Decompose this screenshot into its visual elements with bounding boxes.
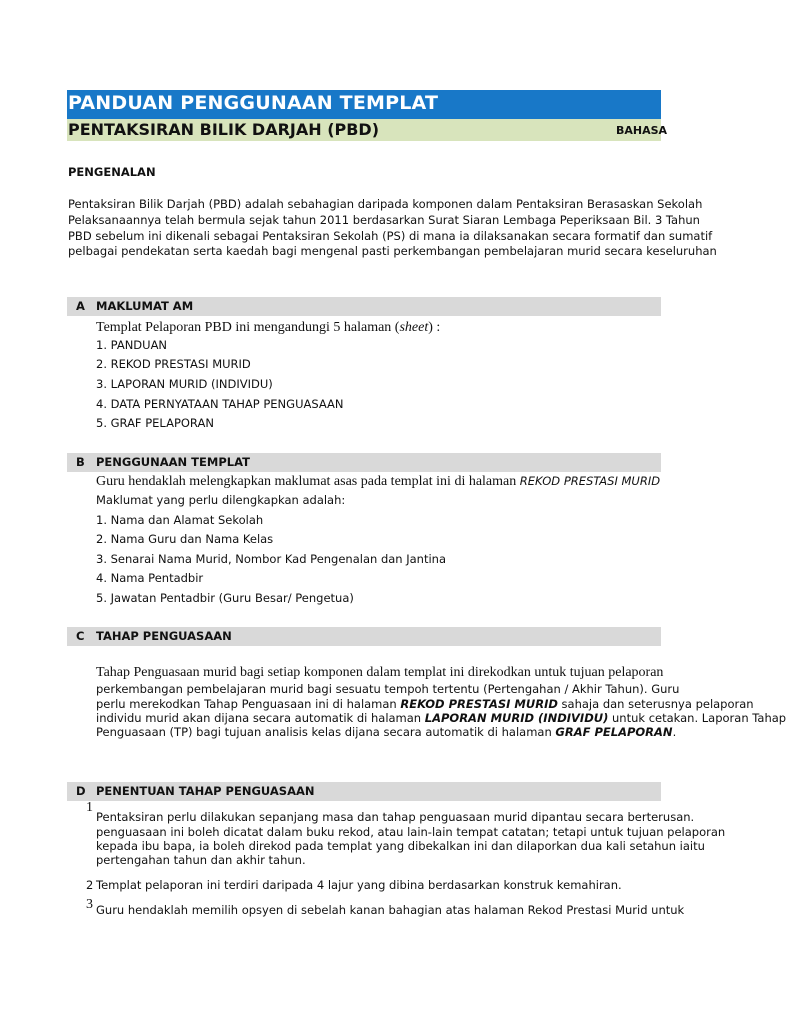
section-d-title: PENENTUAN TAHAP PENGUASAAN (96, 784, 315, 798)
section-b-lead (96, 474, 660, 490)
section-c-line (96, 725, 676, 739)
page-title: PANDUAN PENGGUNAAN TEMPLAT (68, 92, 439, 114)
intro-line: Pelaksanaannya telah bermula sejak tahun 2011 berdasarkan Surat Siaran Lembaga Peperiksaan Bil. 3 Tahun (68, 213, 700, 227)
section-c-text: perlu merekodkan Tahap Penguasaan ini di halaman (96, 697, 401, 711)
page-subtitle: PENTAKSIRAN BILIK DARJAH (PBD) (68, 120, 380, 139)
section-c-emphasis: GRAF PELAPORAN (555, 725, 673, 739)
section-d-line: kepada ibu bapa, ia boleh direkod pada templat yang dibekalkan ini dan dilaporkan dua kali setahun iaitu (96, 839, 705, 853)
section-c-text: . (672, 725, 677, 739)
list-item: 2. Nama Guru dan Nama Kelas (96, 532, 274, 546)
list-item: 1. Nama dan Alamat Sekolah (96, 513, 264, 527)
section-b-lead-text: Guru hendaklah melengkapkan maklumat asas pada templat ini di halaman (96, 474, 520, 489)
intro-line: PBD sebelum ini dikenali sebagai Pentaksiran Sekolah (PS) di mana ia dilaksanakan secara formatif dan sumatif (68, 229, 713, 243)
section-c-line: Tahap Penguasaan murid bagi setiap komponen dalam templat ini direkodkan untuk tujuan pelaporan (96, 665, 664, 680)
section-c-text: individu murid akan dijana secara automatik di halaman (96, 711, 425, 725)
list-item: 5. GRAF PELAPORAN (96, 416, 214, 430)
section-c-letter: C (76, 629, 85, 643)
section-a-letter: A (76, 299, 85, 313)
intro-line: Pentaksiran Bilik Darjah (PBD) adalah sebahagian daripada komponen dalam Pentaksiran Berasaskan Sekolah (68, 197, 703, 211)
section-c-line: perkembangan pembelajaran murid bagi sesuatu tempoh tertentu (Pertengahan / Akhir Tahun). Guru (96, 682, 680, 696)
section-d-number: 1 (86, 800, 93, 815)
section-d-line: Guru hendaklah memilih opsyen di sebelah kanan bahagian atas halaman Rekod Prestasi Murid untuk (96, 903, 685, 917)
intro-line: pelbagai pendekatan serta kaedah bagi mengenal pasti perkembangan pembelajaran murid secara keseluruhan (68, 244, 717, 258)
section-a-lead-text: Templat Pelaporan PBD ini mengandungi 5 halaman ( (96, 320, 400, 335)
list-item: 4. Nama Pentadbir (96, 571, 204, 585)
section-d-line: Templat pelaporan ini terdiri daripada 4 lajur yang dibina berdasarkan konstruk kemahiran. (96, 878, 622, 892)
subtitle-right-label: BAHASA (616, 124, 668, 137)
section-c-text: Penguasaan (TP) bagi tujuan analisis kelas dijana secara automatik di halaman (96, 725, 556, 739)
section-d-line: Pentaksiran perlu dilakukan sepanjang masa dan tahap penguasaan murid dipantau secara berterusan. (96, 810, 695, 824)
list-item: 3. Senarai Nama Murid, Nombor Kad Pengenalan dan Jantina (96, 552, 447, 566)
section-b-lead-emphasis: REKOD PRESTASI MURID (519, 474, 661, 488)
list-item: 1. PANDUAN (96, 338, 168, 352)
section-b-title: PENGGUNAAN TEMPLAT (96, 455, 250, 469)
section-d-letter: D (76, 784, 86, 798)
section-d-number: 3 (86, 897, 93, 912)
section-b-letter: B (76, 455, 85, 469)
section-a-lead-end: ) : (428, 320, 441, 335)
list-item: 4. DATA PERNYATAAN TAHAP PENGUASAAN (96, 397, 344, 411)
section-d-line: penguasaan ini boleh dicatat dalam buku rekod, atau lain-lain tempat catatan; tetapi untuk tujuan pelaporan (96, 825, 726, 839)
section-a-lead (96, 320, 440, 336)
list-item: 5. Jawatan Pentadbir (Guru Besar/ Pengetua) (96, 591, 354, 605)
section-c-text: untuk cetakan. Laporan Tahap (608, 711, 786, 725)
section-c-text: sahaja dan seterusnya pelaporan (557, 697, 754, 711)
section-c-line (96, 711, 786, 725)
section-b-lead-2: Maklumat yang perlu dilengkapkan adalah: (96, 493, 346, 507)
section-c-line (96, 697, 754, 711)
section-c-emphasis: LAPORAN MURID (INDIVIDU) (424, 711, 609, 725)
section-d-number: 2 (86, 878, 94, 892)
intro-heading: PENGENALAN (68, 165, 156, 179)
section-a-title: MAKLUMAT AM (96, 299, 194, 313)
section-d-line: pertengahan tahun dan akhir tahun. (96, 853, 306, 867)
section-c-title: TAHAP PENGUASAAN (96, 629, 232, 643)
section-a-lead-sheet: sheet (399, 320, 429, 335)
list-item: 3. LAPORAN MURID (INDIVIDU) (96, 377, 273, 391)
section-c-emphasis: REKOD PRESTASI MURID (400, 697, 558, 711)
list-item: 2. REKOD PRESTASI MURID (96, 357, 251, 371)
